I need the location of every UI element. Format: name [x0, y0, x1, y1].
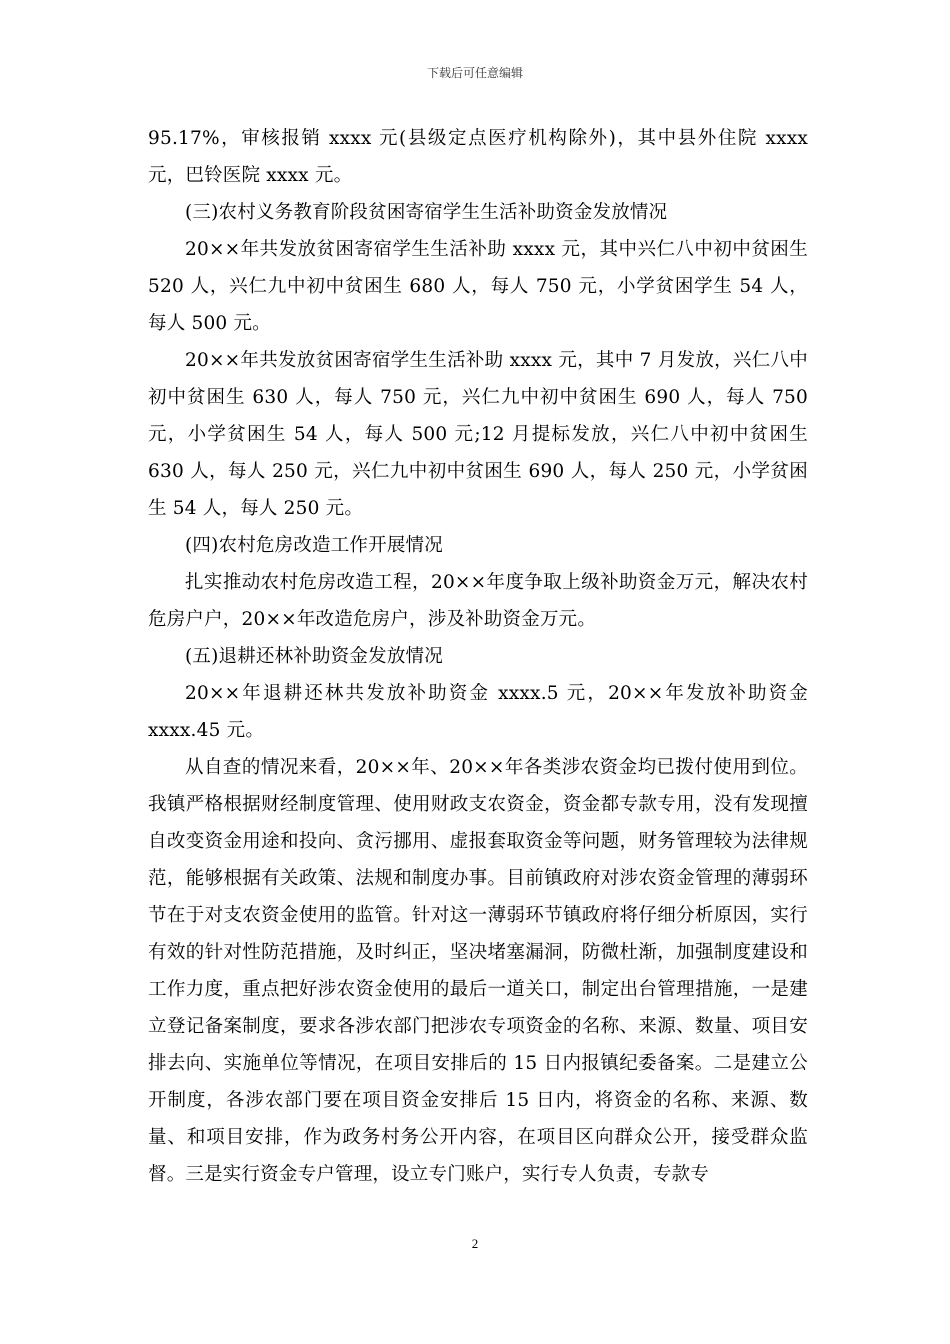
document-body	[148, 120, 808, 1193]
page-header: 下载后可任意编辑	[426, 66, 523, 80]
section-heading-3: (三)农村义务教育阶段贫困寄宿学生生活补助资金发放情况	[185, 202, 668, 223]
paragraph: 20××年共发放贫困寄宿学生生活补助 xxxx 元，其中 7 月发放，兴仁八中初中贫困生 630 人，每人 750 元，兴仁九中初中贫困生 690 人，每人 750 元，小学贫困生 54 人，每人 500 元;12 月提标发放，兴仁八中初中贫困生 630 人，每人 250 元，兴仁九中初中贫困生 690 人，每人 250 元，小学贫困生 54 人，每人 250 元。	[148, 350, 808, 519]
paragraph: 20××年共发放贫困寄宿学生生活补助 xxxx 元，其中兴仁八中初中贫困生 520 人，兴仁九中初中贫困生 680 人，每人 750 元，小学贫困学生 54 人，每人 500 元。	[148, 239, 808, 334]
section-heading-5: (五)退耕还林补助资金发放情况	[185, 646, 443, 667]
paragraph: 扎实推动农村危房改造工程，20××年度争取上级补助资金万元，解决农村危房户户，20××年改造危房户，涉及补助资金万元。	[148, 572, 808, 630]
paragraph: 从自查的情况来看，20××年、20××年各类涉农资金均已拨付使用到位。我镇严格根据财经制度管理、使用财政支农资金，资金都专款专用，没有发现擅自改变资金用途和投向、贪污挪用、虚报套取资金等问题，财务管理较为法律规范，能够根据有关政策、法规和制度办事。目前镇政府对涉农资金管理的薄弱环节在于对支农资金使用的监管。针对这一薄弱环节镇政府将仔细分析原因，实行有效的针对性防范措施，及时纠正，坚决堵塞漏洞，防微杜渐，加强制度建设和工作力度，重点把好涉农资金使用的最后一道关口，制定出台管理措施，一是建立登记备案制度，要求各涉农部门把涉农专项资金的名称、来源、数量、项目安排去向、实施单位等情况，在项目安排后的 15 日内报镇纪委备案。二是建立公开制度，各涉农部门要在项目资金安排后 15 日内，将资金的名称、来源、数量、和项目安排，作为政务村务公开内容，在项目区向群众公开，接受群众监督。三是实行资金专户管理，设立专门账户，实行专人负责，专款专	[148, 757, 808, 1185]
paragraph: 20××年退耕还林共发放补助资金 xxxx.5 元，20××年发放补助资金 xxxx.45 元。	[148, 683, 808, 741]
page-number: 2	[471, 1236, 479, 1251]
section-heading-4: (四)农村危房改造工作开展情况	[185, 535, 443, 556]
paragraph: 95.17%，审核报销 xxxx 元(县级定点医疗机构除外)，其中县外住院 xxxx 元，巴铃医院 xxxx 元。	[148, 128, 808, 186]
